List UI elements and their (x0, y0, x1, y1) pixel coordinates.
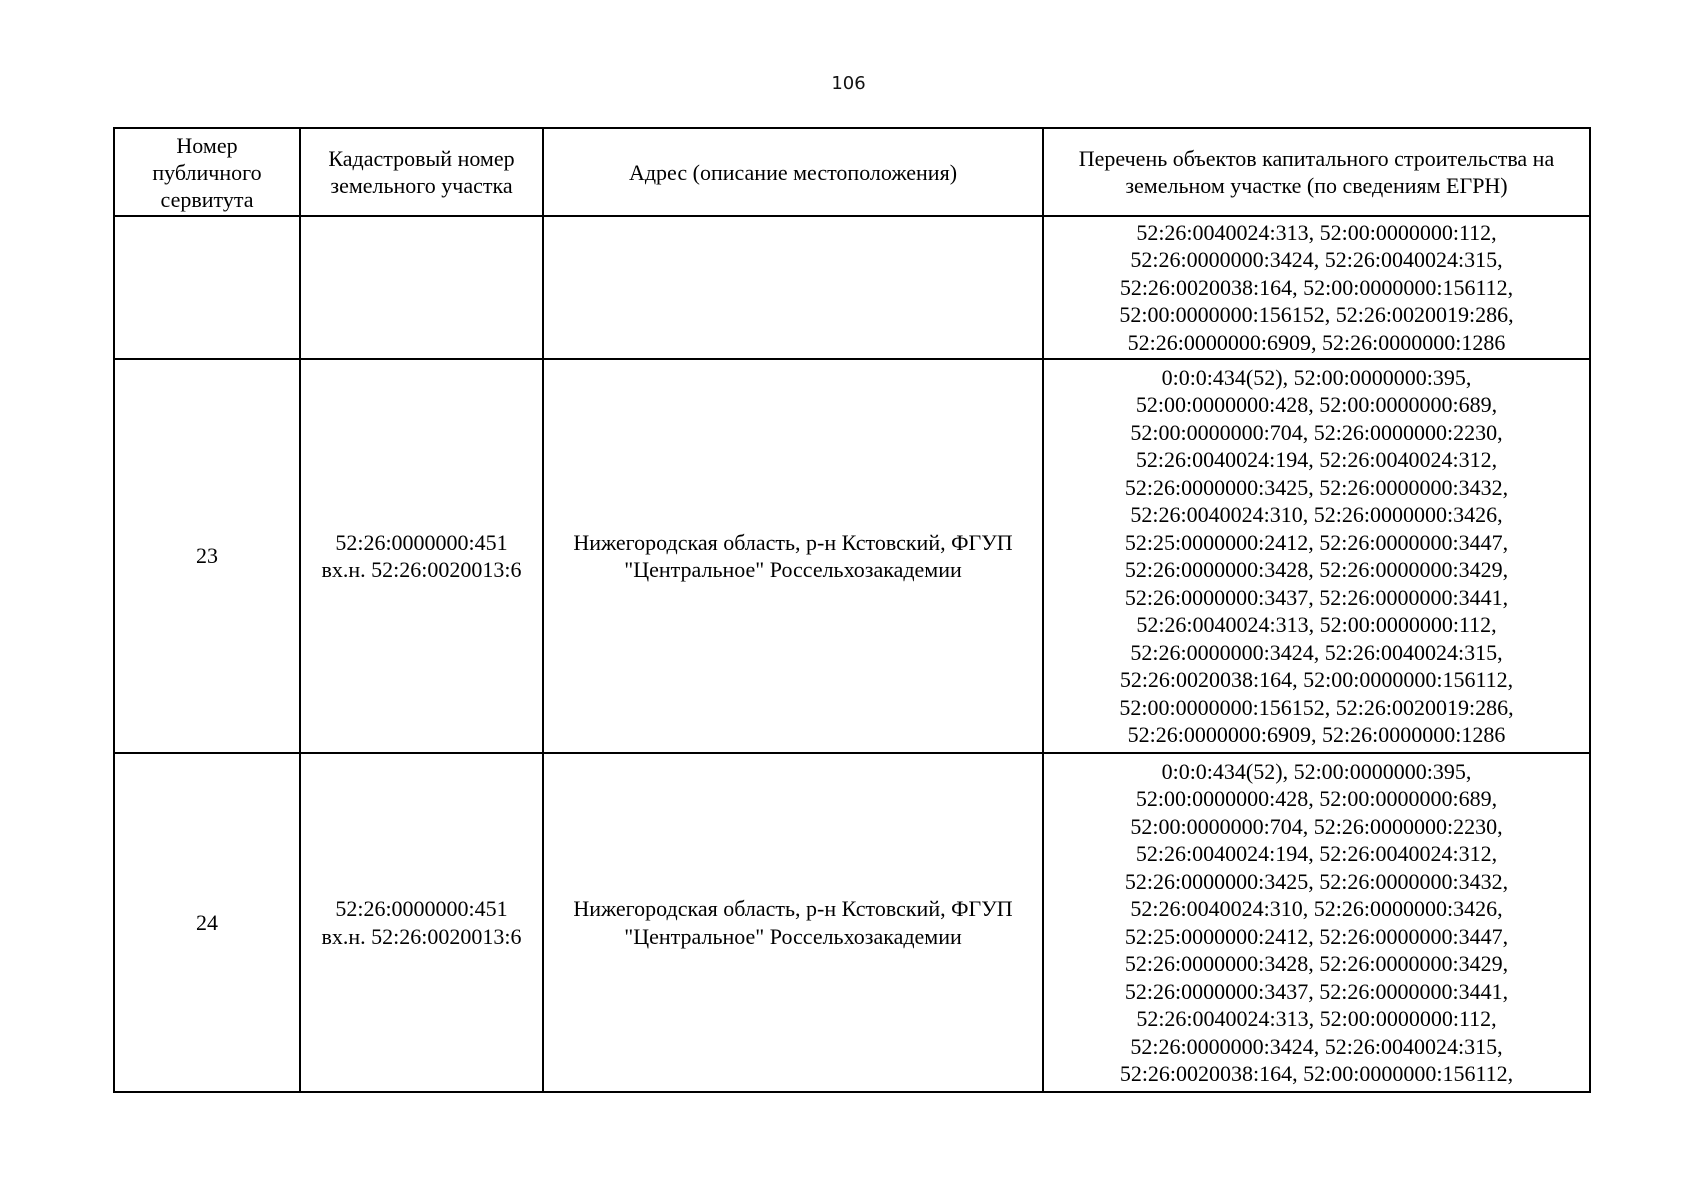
easement-table (113, 127, 1591, 1093)
header-line: Номер (176, 132, 238, 158)
cell-address (543, 753, 1043, 1092)
cadastral-line: вх.н. 52:26:0020013:6 (321, 557, 522, 582)
cell-cadastral-number (300, 753, 543, 1092)
object-line: 0:0:0:434(52), 52:00:0000000:395, (1161, 758, 1472, 784)
page-number: 106 (831, 73, 866, 94)
cell-cadastral-number (300, 216, 543, 359)
cell-easement-number (114, 216, 300, 359)
header-cadastral-number (300, 128, 543, 216)
table-row (114, 359, 1590, 753)
object-line: 52:00:0000000:704, 52:26:0000000:2230, (1130, 813, 1503, 839)
address-line: "Центральное" Россельхозакадемии (624, 923, 962, 949)
object-line: 52:26:0040024:194, 52:26:0040024:312, (1135, 447, 1498, 472)
table-row (114, 753, 1590, 1092)
object-line: 52:00:0000000:156152, 52:26:0020019:286, (1119, 694, 1514, 720)
object-line: 52:26:0000000:6909, 52:26:0000000:1286 (1127, 722, 1506, 747)
header-line: земельном участке (по сведениям ЕГРН) (1125, 173, 1508, 198)
header-line: Перечень объектов капитального строительства на (1078, 146, 1555, 171)
object-line: 52:26:0040024:310, 52:26:0000000:3426, (1130, 896, 1503, 921)
cell-easement-number: 24 (114, 753, 300, 1092)
cadastral-line: вх.н. 52:26:0020013:6 (321, 923, 522, 949)
object-line: 52:26:0000000:3437, 52:26:0000000:3441, (1124, 978, 1509, 1004)
address-line: "Центральное" Россельхозакадемии (624, 557, 962, 582)
object-line: 52:26:0000000:6909, 52:26:0000000:1286 (1127, 329, 1506, 355)
header-address (543, 128, 1043, 216)
object-line: 52:25:0000000:2412, 52:26:0000000:3447, (1124, 923, 1509, 949)
header-line: сервитута (160, 186, 254, 212)
object-line: 52:26:0020038:164, 52:00:0000000:156112, (1119, 274, 1514, 300)
object-line: 52:00:0000000:156152, 52:26:0020019:286, (1119, 302, 1514, 328)
table-row (114, 216, 1590, 359)
cell-easement-number: 23 (114, 359, 300, 753)
object-line: 52:00:0000000:428, 52:00:0000000:689, (1135, 786, 1498, 811)
object-line: 52:26:0020038:164, 52:00:0000000:156112, (1119, 667, 1514, 692)
object-line: 52:26:0000000:3424, 52:26:0040024:315, (1130, 247, 1503, 273)
object-line: 52:26:0000000:3428, 52:26:0000000:3429, (1124, 951, 1509, 976)
object-line: 52:26:0000000:3425, 52:26:0000000:3432, (1124, 868, 1509, 894)
object-line: 52:26:0040024:313, 52:00:0000000:112, (1136, 219, 1497, 245)
cell-objects (1043, 216, 1590, 359)
object-line: 52:26:0000000:3424, 52:26:0040024:315, (1130, 1033, 1503, 1059)
object-line: 52:26:0040024:313, 52:00:0000000:112, (1136, 1006, 1497, 1031)
address-line: Нижегородская область, р-н Кстовский, ФГУП (573, 529, 1013, 555)
header-line: Кадастровый номер (328, 146, 515, 171)
cell-objects (1043, 359, 1590, 753)
object-line: 52:26:0000000:3424, 52:26:0040024:315, (1130, 639, 1503, 665)
object-line: 52:26:0000000:3437, 52:26:0000000:3441, (1124, 584, 1509, 610)
header-line: земельного участка (330, 173, 513, 198)
object-line: 52:00:0000000:428, 52:00:0000000:689, (1135, 392, 1498, 417)
object-line: 0:0:0:434(52), 52:00:0000000:395, (1161, 364, 1472, 390)
object-line: 52:26:0040024:194, 52:26:0040024:312, (1135, 841, 1498, 866)
cadastral-line: 52:26:0000000:451 (335, 896, 508, 921)
header-easement-number (114, 128, 300, 216)
object-line: 52:26:0000000:3428, 52:26:0000000:3429, (1124, 557, 1509, 582)
object-line: 52:26:0020038:164, 52:00:0000000:156112, (1119, 1061, 1514, 1086)
address-line: Нижегородская область, р-н Кстовский, ФГУП (573, 896, 1013, 921)
header-line: Адрес (описание местоположения) (628, 159, 958, 185)
object-line: 52:26:0040024:310, 52:26:0000000:3426, (1130, 502, 1503, 527)
object-line: 52:26:0040024:313, 52:00:0000000:112, (1136, 612, 1497, 637)
object-line: 52:26:0000000:3425, 52:26:0000000:3432, (1124, 474, 1509, 500)
object-line: 52:25:0000000:2412, 52:26:0000000:3447, (1124, 529, 1509, 555)
header-line: публичного (152, 159, 262, 185)
object-line: 52:00:0000000:704, 52:26:0000000:2230, (1130, 419, 1503, 445)
cell-cadastral-number (300, 359, 543, 753)
cell-objects (1043, 753, 1590, 1092)
header-objects (1043, 128, 1590, 216)
cell-address (543, 216, 1043, 359)
table-header-row (114, 128, 1590, 216)
cell-address (543, 359, 1043, 753)
cadastral-line: 52:26:0000000:451 (335, 529, 508, 555)
